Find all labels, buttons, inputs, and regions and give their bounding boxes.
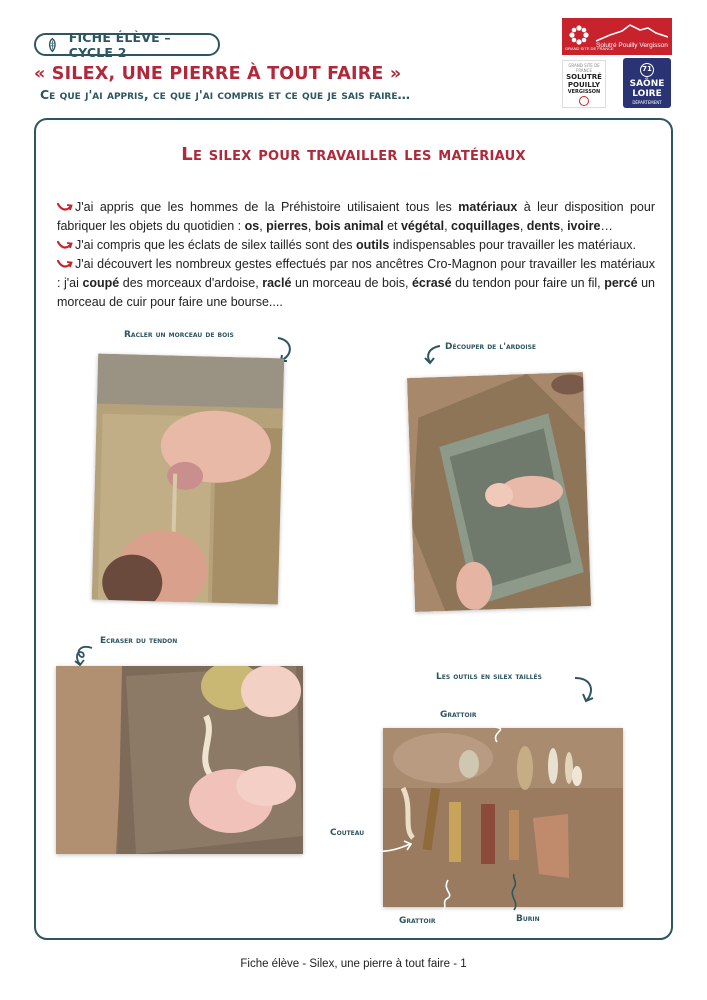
curved-arrow-icon (72, 642, 94, 668)
red-arrow-bullet-icon (57, 202, 73, 212)
worksheet-pill (34, 29, 220, 60)
rock-silhouette-icon (596, 21, 668, 43)
section-title: Le silex pour travailler les matériaux (181, 144, 526, 165)
grand-site-small: GRAND SITE DE FRANCE (565, 46, 614, 51)
photo-outils-image (383, 728, 623, 907)
department-ring-icon (579, 96, 589, 106)
photo-tendon-image (56, 666, 303, 854)
photo-ecraser-tendon (56, 666, 303, 854)
saone-small: DÉPARTEMENT (632, 100, 662, 105)
learning-paragraphs (57, 198, 655, 312)
label-couteau: Couteau (330, 828, 365, 838)
grand-site-logo (562, 18, 672, 55)
flower-icon (568, 24, 590, 46)
caption-outils: Les outils en silex taillés (436, 672, 542, 682)
squiggle-arrow-icon (506, 872, 522, 912)
red-arrow-bullet-icon (57, 240, 73, 250)
photo-ardoise-image (407, 372, 591, 612)
solutre-top: GRAND SITE DE FRANCE (568, 63, 600, 73)
squiggle-arrow-icon (436, 876, 456, 914)
solutre-line1: SOLUTRÉ (566, 73, 602, 81)
saone-et-loire-logo (623, 58, 671, 108)
caption-decouper: Découper de l'ardoise (445, 342, 536, 352)
solutre-line2: POUILLY (567, 81, 601, 89)
photo-racler-image (92, 354, 284, 605)
curved-arrow-icon (571, 674, 599, 704)
document-title: « SILEX, UNE PIERRE À TOUT FAIRE » (34, 64, 402, 84)
saone-line2: LOIRE (632, 89, 662, 99)
curved-arrow-icon (352, 836, 414, 860)
grand-site-label: Solutré Pouilly Vergisson (596, 42, 668, 49)
photo-racler-bois (92, 354, 284, 605)
page-footer: Fiche élève - Silex, une pierre à tout faire - 1 (240, 958, 467, 970)
document-subtitle: Ce que j'ai appris, ce que j'ai compris et ce que je sais faire… (40, 87, 411, 102)
photo-decouper-ardoise (407, 372, 591, 612)
photo-outils-silex (383, 728, 623, 907)
caption-racler: Racler un morceau de bois (124, 330, 234, 340)
saone-line1: SAÔNE (629, 79, 665, 89)
label-burin: Burin (516, 914, 540, 924)
saone-number: 71 (640, 63, 654, 77)
squiggle-arrow-icon (485, 716, 507, 746)
solutre-logo (562, 60, 606, 108)
worksheet-pill-label: FICHE ÉLÈVE – CYCLE 2 (68, 29, 171, 60)
flint-leaf-icon (46, 37, 59, 53)
solutre-line3: VERGISSON (567, 89, 601, 95)
label-grattoir-bottom: Grattoir (399, 916, 436, 926)
paragraph-learned: J'ai appris que les hommes de la Préhistoire utilisaient tous les matériaux à leur disposition pour fabriquer les objets du quotidien : os, pierres, bois animal et végétal, coquillages, dents, ivoire… (57, 200, 655, 233)
red-arrow-bullet-icon (57, 259, 73, 269)
paragraph-understood: J'ai compris que les éclats de silex taillés sont des outils indispensables pour travailler les matériaux. (57, 236, 655, 255)
label-grattoir-top: Grattoir (440, 710, 477, 720)
paragraph-discovered: J'ai découvert les nombreux gestes effectués par nos ancêtres Cro-Magnon pour travailler les matériaux : j'ai coupé des morceaux d'ardoise, raclé un morceau de bois, écrasé du tendon pour faire un fil, percé un morceau de cuir pour faire une bourse.... (57, 257, 655, 309)
curved-arrow-icon (422, 342, 442, 366)
caption-ecraser: Ecraser du tendon (100, 636, 178, 646)
